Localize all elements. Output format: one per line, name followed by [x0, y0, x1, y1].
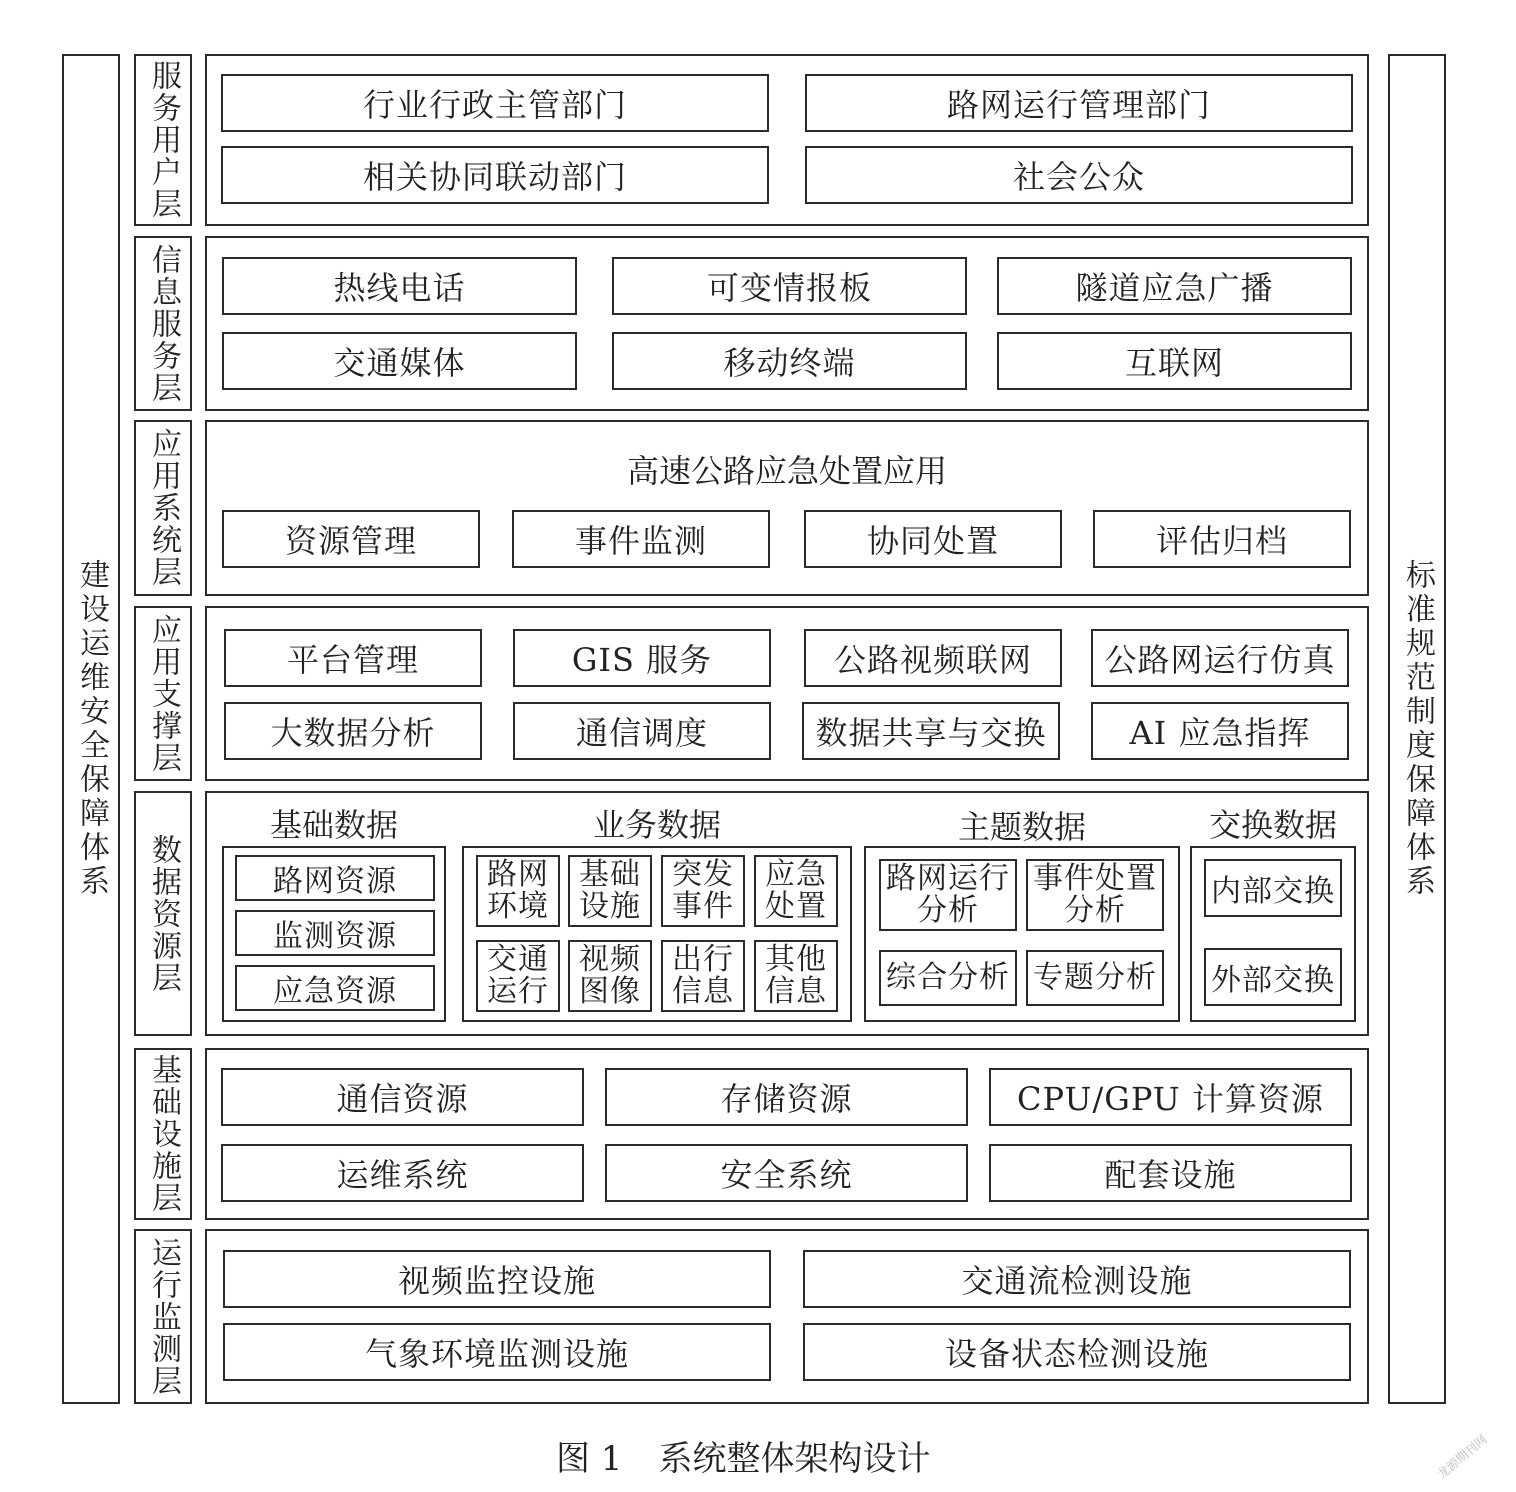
- theme-data-item: 事件处置 分析: [1026, 859, 1164, 931]
- app-system-item: 资源管理: [222, 510, 480, 568]
- monitoring-item: 视频监控设施: [223, 1250, 771, 1308]
- app-system-title: 高速公路应急处置应用: [626, 452, 947, 490]
- app-support-item: GIS 服务: [513, 629, 771, 687]
- infrastructure-item: 安全系统: [605, 1144, 968, 1202]
- basic-data-item: 应急资源: [235, 965, 435, 1011]
- info-service-item: 互联网: [997, 332, 1352, 390]
- infrastructure-item: 配套设施: [989, 1144, 1352, 1202]
- business-data-item: 应急 处置: [754, 855, 838, 927]
- app-support-item: 通信调度: [513, 702, 771, 760]
- info-service-item: 移动终端: [612, 332, 967, 390]
- app-system-item: 事件监测: [512, 510, 770, 568]
- monitoring-item: 交通流检测设施: [803, 1250, 1351, 1308]
- business-data-item: 基础 设施: [568, 855, 652, 927]
- theme-data-item: 路网运行 分析: [879, 859, 1017, 931]
- app-support-item: 大数据分析: [224, 702, 482, 760]
- service-user-item: 相关协同联动部门: [221, 146, 769, 204]
- exchange-data-title: 交换数据: [1208, 806, 1337, 844]
- layer-label-info-service: 信息服务层: [134, 236, 192, 411]
- layer-label-app-system: 应用系统层: [134, 420, 192, 596]
- service-user-item: 行业行政主管部门: [221, 74, 769, 132]
- infrastructure-item: 存储资源: [605, 1068, 968, 1126]
- app-support-item: 数据共享与交换: [802, 702, 1060, 760]
- basic-data-item: 监测资源: [235, 910, 435, 956]
- theme-data-item: 综合分析: [879, 950, 1017, 1006]
- business-data-item: 出行 信息: [661, 940, 745, 1012]
- figure-number: 图 1: [556, 1438, 623, 1479]
- service-user-item: 社会公众: [805, 146, 1353, 204]
- left-security-bar: 建设运维安全保障体系: [62, 54, 120, 1404]
- business-data-item: 突发 事件: [661, 855, 745, 927]
- app-system-item: 协同处置: [804, 510, 1062, 568]
- app-support-item: 平台管理: [224, 629, 482, 687]
- layer-label-data-resource: 数据资源层: [134, 791, 192, 1036]
- info-service-item: 可变情报板: [612, 257, 967, 315]
- theme-data-item: 专题分析: [1026, 950, 1164, 1006]
- layer-label-infrastructure: 基础设施层: [134, 1048, 192, 1220]
- exchange-data-item: 外部交换: [1204, 948, 1342, 1006]
- monitoring-item: 气象环境监测设施: [223, 1323, 771, 1381]
- basic-data-item: 路网资源: [235, 855, 435, 901]
- infrastructure-item: 通信资源: [221, 1068, 584, 1126]
- app-support-item: 公路网运行仿真: [1091, 629, 1349, 687]
- info-service-item: 交通媒体: [222, 332, 577, 390]
- app-support-item: AI 应急指挥: [1091, 702, 1349, 760]
- figure-title: 系统整体架构设计: [658, 1438, 931, 1479]
- info-service-item: 隧道应急广播: [997, 257, 1352, 315]
- watermark: 龙源期刊网: [1434, 1432, 1490, 1482]
- right-standards-bar: 标准规范制度保障体系: [1388, 54, 1446, 1404]
- exchange-data-item: 内部交换: [1204, 859, 1342, 917]
- business-data-item: 交通 运行: [476, 940, 560, 1012]
- business-data-item: 视频 图像: [568, 940, 652, 1012]
- app-support-item: 公路视频联网: [804, 629, 1062, 687]
- info-service-item: 热线电话: [222, 257, 577, 315]
- layer-label-app-support: 应用支撑层: [134, 606, 192, 781]
- business-data-item: 其他 信息: [754, 940, 838, 1012]
- service-user-item: 路网运行管理部门: [805, 74, 1353, 132]
- infrastructure-item: CPU/GPU 计算资源: [989, 1068, 1352, 1126]
- layer-label-service-user: 服务用户层: [134, 54, 192, 226]
- business-data-item: 路网 环境: [476, 855, 560, 927]
- monitoring-item: 设备状态检测设施: [803, 1323, 1351, 1381]
- figure-caption: [556, 1430, 930, 1480]
- business-data-title: 业务数据: [592, 806, 721, 844]
- theme-data-title: 主题数据: [957, 808, 1086, 846]
- layer-label-monitoring: 运行监测层: [134, 1229, 192, 1404]
- basic-data-title: 基础数据: [269, 806, 398, 844]
- infrastructure-item: 运维系统: [221, 1144, 584, 1202]
- app-system-item: 评估归档: [1093, 510, 1351, 568]
